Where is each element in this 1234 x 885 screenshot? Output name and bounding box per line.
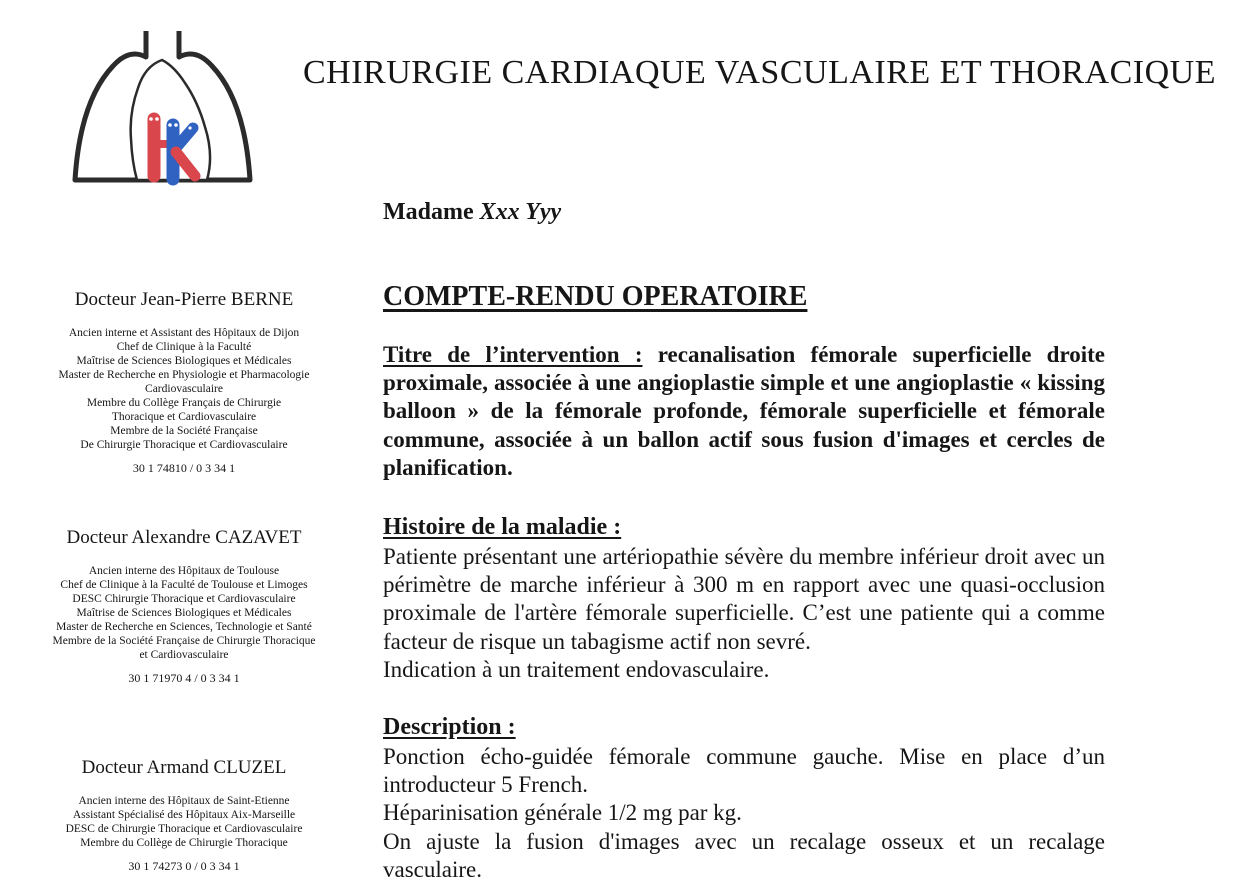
patient-line xyxy=(383,199,1105,226)
section-paragraph: On ajuste la fusion d'images avec un recalage osseux et un recalage vasculaire. xyxy=(383,828,1105,882)
section-heading: Titre de l’intervention : xyxy=(383,342,643,367)
doctor-number: 30 1 71970 4 / 0 3 34 1 xyxy=(128,671,240,685)
doctor-block-cazavet xyxy=(26,526,342,685)
section-paragraph: Héparinisation générale 1/2 mg par kg. xyxy=(383,800,742,826)
doctor-block-cluzel xyxy=(26,756,342,873)
doctor-number: 30 1 74273 0 / 0 3 34 1 xyxy=(128,859,240,873)
doctor-credential: Chef de Clinique à la Faculté xyxy=(116,341,252,353)
doctor-credential: et Cardiovasculaire xyxy=(139,649,229,661)
doctor-block-berne xyxy=(26,288,342,475)
doctor-credential: Membre du Collège Français de Chirurgie xyxy=(86,397,282,409)
doctor-credential: Assistant Spécialisé des Hôpitaux Aix-Marseille xyxy=(72,809,296,821)
doctor-name: Docteur Alexandre CAZAVET xyxy=(66,527,302,548)
section-heading: Description : xyxy=(383,714,516,740)
doctor-credential: Cardiovasculaire xyxy=(145,383,223,395)
doctor-credential: DESC Chirurgie Thoracique et Cardiovasculaire xyxy=(72,593,296,605)
section-description xyxy=(383,713,1105,884)
doctor-credential: Master de Recherche en Physiologie et Pharmacologie xyxy=(58,369,310,381)
doctor-credential: Chef de Clinique à la Faculté de Toulouse et Limoges xyxy=(60,579,308,591)
doctor-credential: Membre de la Société Française de Chirurgie Thoracique xyxy=(52,635,316,647)
doctor-credential: Maîtrise de Sciences Biologiques et Médicales xyxy=(76,607,292,619)
doctor-credential: Membre de la Société Française xyxy=(110,425,258,437)
patient-salutation: Madame xyxy=(383,199,474,225)
lungs-heart-logo-icon xyxy=(66,27,260,191)
section-paragraph: Ponction écho-guidée fémorale commune gauche. Mise en place d’un introducteur 5 French. xyxy=(383,744,1105,798)
doctor-credential: Thoracique et Cardiovasculaire xyxy=(111,411,257,423)
doctor-name: Docteur Jean-Pierre BERNE xyxy=(74,289,294,310)
section-body: recanalisation fémorale superficielle droite proximale, associée à une angioplastie simple et une angioplastie « kissing balloon » de la fémorale profonde, fémorale superficielle et fémorale commune, associée à un ballon actif sous fusion d'images et cercles de planification. xyxy=(383,342,1106,480)
report-title: COMPTE-RENDU OPERATOIRE xyxy=(383,281,808,312)
section-paragraph: Patiente présentant une artériopathie sévère du membre inférieur droit avec un périmètre de marche inférieur à 300 m en rapport avec une quasi-occlusion proximale de l'artère fémorale superficielle. C’est une patiente qui a comme facteur de risque un tabagisme actif non sevré. xyxy=(383,544,1105,654)
doctor-credential: Ancien interne des Hôpitaux de Toulouse xyxy=(88,565,280,577)
clinic-logo xyxy=(66,27,260,191)
section-paragraph: Indication à un traitement endovasculaire. xyxy=(383,656,770,682)
section-heading: Histoire de la maladie : xyxy=(383,514,622,540)
doctor-credential: Ancien interne des Hôpitaux de Saint-Etienne xyxy=(78,795,290,807)
doctor-credential: Ancien interne et Assistant des Hôpitaux de Dijon xyxy=(68,327,300,339)
letterhead-title: CHIRURGIE CARDIAQUE VASCULAIRE ET THORACIQUE xyxy=(303,54,1216,91)
doctor-credential: De Chirurgie Thoracique et Cardiovasculaire xyxy=(80,439,288,451)
doctor-number: 30 1 74810 / 0 3 34 1 xyxy=(132,461,236,475)
doctor-credential: Master de Recherche en Sciences, Technologie et Santé xyxy=(56,621,312,633)
patient-name: Xxx Yyy xyxy=(479,199,562,225)
doctor-credential: Membre du Collège de Chirurgie Thoracique xyxy=(80,837,288,849)
doctor-name: Docteur Armand CLUZEL xyxy=(81,757,287,778)
section-history xyxy=(383,513,1105,684)
section-intervention xyxy=(383,341,1105,482)
doctor-credential: DESC de Chirurgie Thoracique et Cardiovasculaire xyxy=(65,823,303,835)
doctor-credential: Maîtrise de Sciences Biologiques et Médicales xyxy=(76,355,292,367)
